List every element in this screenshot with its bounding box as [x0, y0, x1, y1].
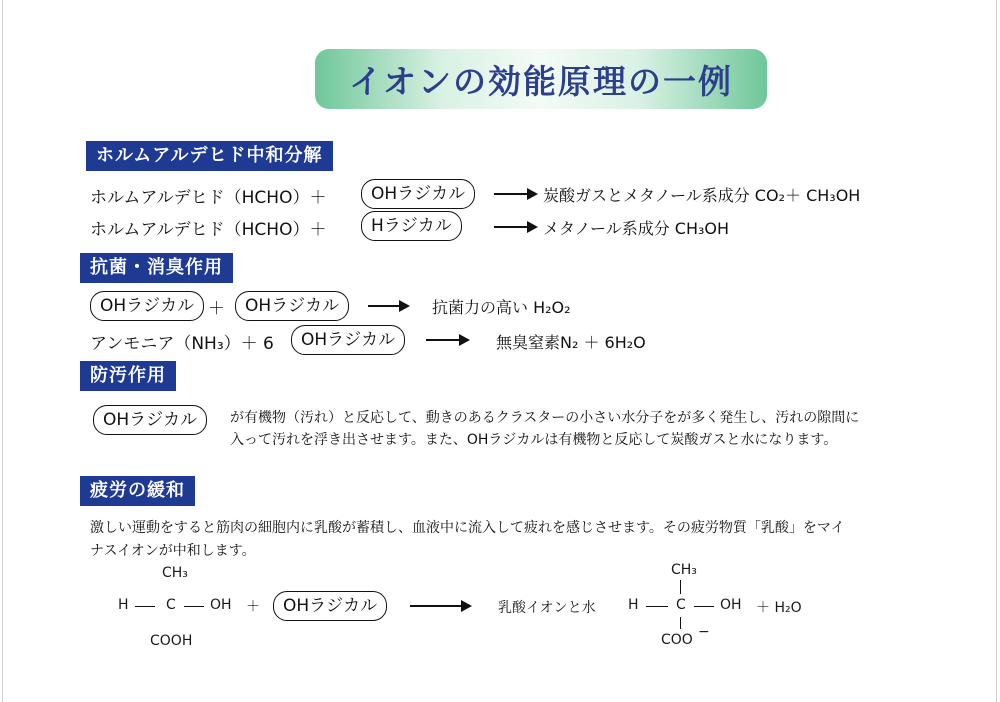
fatigue-text-line2: ナスイオンが中和します。: [90, 543, 256, 559]
plus-sign: ＋: [246, 599, 260, 615]
oh-radical-capsule: OHラジカル: [90, 291, 204, 321]
lactate-ion-and-water-label: 乳酸イオンと水: [498, 600, 596, 616]
bond-line: [184, 606, 204, 607]
section-header-fatigue: 疲労の緩和: [80, 476, 195, 506]
reaction-arrow: [410, 605, 470, 607]
bond-line: [646, 606, 668, 607]
reaction-arrow: [426, 339, 468, 341]
section-header-antibacterial: 抗菌・消臭作用: [80, 253, 233, 283]
reaction-arrow: [494, 226, 536, 228]
lactic-acid-h: H: [118, 597, 129, 613]
reaction-arrow: [494, 193, 536, 195]
oh-radical-capsule: OHラジカル: [361, 179, 475, 209]
bond-line: [680, 580, 681, 594]
bond-line: [135, 606, 155, 607]
plus-sign: ＋: [208, 299, 225, 319]
lactate-coo: COO: [661, 632, 693, 648]
antibacterial-row1-product: 抗菌力の高い H₂O₂: [432, 298, 571, 317]
formaldehyde-row1-reactant: ホルムアルデヒド（HCHO）＋: [90, 188, 327, 208]
oh-radical-capsule: OHラジカル: [273, 591, 387, 621]
oh-radical-capsule: OHラジカル: [93, 405, 207, 435]
left-page-edge: [2, 0, 3, 702]
plus-water: ＋ H₂O: [756, 600, 802, 616]
lactate-c: C: [676, 597, 686, 613]
formaldehyde-row1-product: 炭酸ガスとメタノール系成分 CO₂＋ CH₃OH: [543, 186, 861, 205]
fatigue-text-line1: 激しい運動をすると筋肉の細胞内に乳酸が蓄積し、血液中に流入して疲れを感じさせます。その疲労物質「乳酸」をマイ: [90, 520, 845, 536]
antifouling-text-line2: 入って汚れを浮き出させます。また、OHラジカルは有機物と反応して炭酸ガスと水になります。: [230, 432, 838, 448]
oh-radical-capsule: OHラジカル: [235, 291, 349, 321]
antibacterial-row2-product: 無臭窒素N₂ ＋ 6H₂O: [496, 333, 646, 352]
page-title: イオンの効能原理の一例: [348, 61, 733, 101]
oh-radical-capsule: OHラジカル: [291, 325, 405, 355]
lactic-acid-cooh: COOH: [150, 633, 193, 649]
lactate-ch3: CH₃: [671, 562, 697, 578]
bond-line: [680, 617, 681, 629]
lactate-oh: OH: [720, 597, 742, 613]
bond-line: [694, 606, 714, 607]
lactate-h: H: [628, 597, 639, 613]
h-radical-capsule: Hラジカル: [361, 211, 462, 241]
antibacterial-row2-reactant: アンモニア（NH₃）＋ 6: [90, 334, 274, 354]
lactic-acid-ch3: CH₃: [162, 565, 188, 581]
reaction-arrow: [368, 305, 408, 307]
negative-charge: −: [698, 624, 710, 640]
title-banner: [315, 49, 767, 109]
right-page-edge: [996, 0, 997, 702]
section-header-antifouling: 防汚作用: [80, 361, 176, 391]
formaldehyde-row2-product: メタノール系成分 CH₃OH: [543, 219, 730, 238]
lactic-acid-c: C: [166, 597, 176, 613]
antifouling-text-line1: が有機物（汚れ）と反応して、動きのあるクラスターの小さい水分子をが多く発生し、汚れの隙間に: [230, 410, 860, 426]
section-header-formaldehyde: ホルムアルデヒド中和分解: [86, 141, 333, 171]
lactic-acid-oh: OH: [210, 597, 232, 613]
formaldehyde-row2-reactant: ホルムアルデヒド（HCHO）＋: [90, 220, 327, 240]
